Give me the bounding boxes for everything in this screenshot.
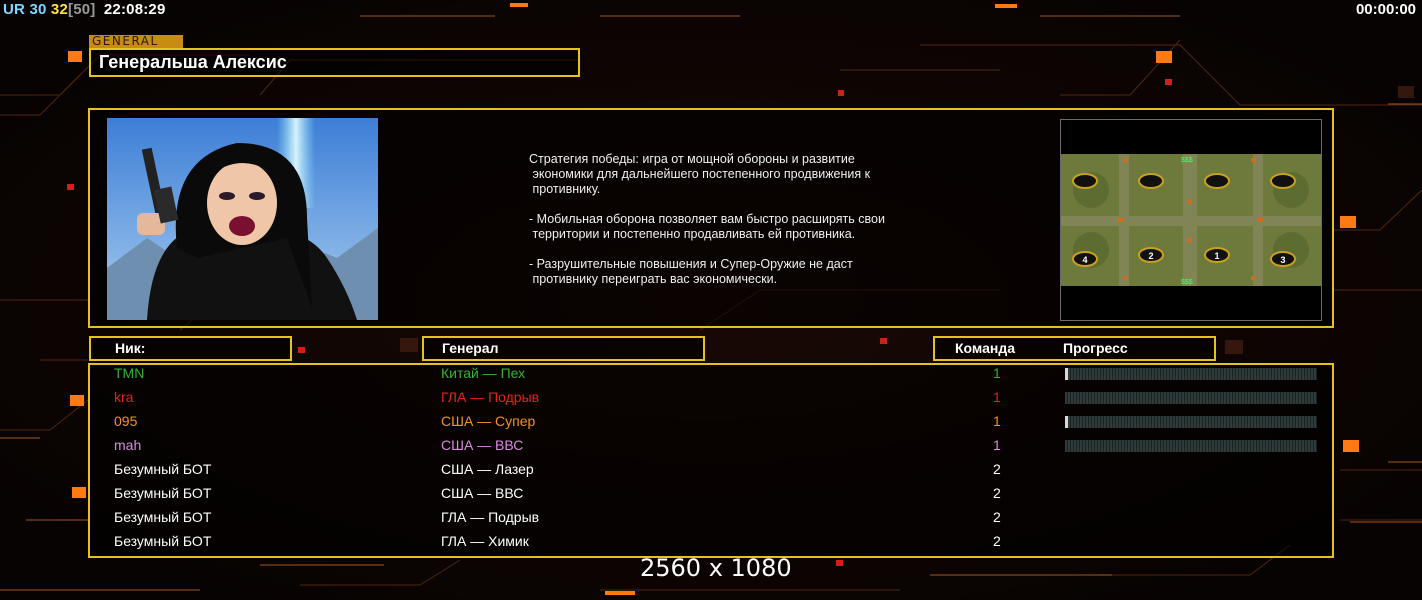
map-start-label: 1 bbox=[1214, 251, 1220, 261]
column-header-general: Генерал bbox=[422, 336, 705, 361]
player-general: США — ВВС bbox=[441, 485, 524, 501]
hud-stats bbox=[3, 1, 166, 18]
player-row bbox=[90, 435, 1330, 459]
description-paragraph: - Разрушительные повышения и Супер-Оружие не даст противнику переиграть вас экономически. bbox=[529, 257, 853, 286]
column-header-nick: Ник: bbox=[89, 336, 292, 361]
player-nick: TMN bbox=[114, 365, 145, 381]
map-start-label: 2 bbox=[1148, 251, 1154, 261]
player-progress-fill bbox=[1065, 416, 1068, 428]
player-progress-fill bbox=[1065, 368, 1068, 380]
general-description bbox=[529, 152, 949, 302]
map-preview bbox=[1060, 119, 1322, 321]
player-nick: 095 bbox=[114, 413, 138, 429]
player-nick: kra bbox=[114, 389, 134, 405]
player-general: США — ВВС bbox=[441, 437, 524, 453]
player-general: США — Супер bbox=[441, 413, 536, 429]
player-row bbox=[90, 483, 1330, 507]
player-progress-bar bbox=[1065, 416, 1317, 428]
ur-label: UR bbox=[3, 1, 26, 18]
player-general: США — Лазер bbox=[441, 461, 534, 477]
general-name: Генеральша Алексис bbox=[89, 48, 580, 77]
player-row bbox=[90, 411, 1330, 435]
player-list bbox=[88, 363, 1334, 558]
map-start-label: 4 bbox=[1082, 255, 1088, 265]
player-progress-bar bbox=[1065, 392, 1317, 404]
player-team: 2 bbox=[993, 485, 1001, 501]
player-progress-bar bbox=[1065, 440, 1317, 452]
player-general: ГЛА — Подрыв bbox=[441, 389, 540, 405]
player-row bbox=[90, 531, 1330, 555]
description-paragraph: - Мобильная оборона позволяет вам быстро расширять свои территории и постепенно продавливать ей противника. bbox=[529, 212, 885, 241]
player-row bbox=[90, 387, 1330, 411]
description-paragraph: Стратегия победы: игра от мощной обороны и развитие экономики для дальнейшего постепенного продвижения к противнику. bbox=[529, 152, 871, 196]
player-row bbox=[90, 363, 1330, 387]
player-progress-bar bbox=[1065, 368, 1317, 380]
player-team: 1 bbox=[993, 365, 1001, 381]
player-team: 2 bbox=[993, 509, 1001, 525]
resolution-label: 2560 x 1080 bbox=[640, 554, 792, 582]
player-team: 1 bbox=[993, 389, 1001, 405]
player-row bbox=[90, 507, 1330, 531]
player-team: 2 bbox=[993, 533, 1001, 549]
general-tag: GENERAL bbox=[89, 35, 183, 48]
count-cap: [50] bbox=[68, 1, 96, 18]
count-a: 30 bbox=[29, 1, 47, 18]
general-portrait bbox=[107, 118, 378, 320]
player-row bbox=[90, 459, 1330, 483]
player-general: ГЛА — Подрыв bbox=[441, 509, 540, 525]
player-nick: Безумный БОТ bbox=[114, 485, 212, 501]
map-money-label: $$$ bbox=[1181, 279, 1193, 286]
player-general: ГЛА — Химик bbox=[441, 533, 529, 549]
player-nick: mah bbox=[114, 437, 142, 453]
player-nick: Безумный БОТ bbox=[114, 533, 212, 549]
player-general: Китай — Пех bbox=[441, 365, 526, 381]
column-header-team-progress bbox=[933, 336, 1216, 361]
player-team: 2 bbox=[993, 461, 1001, 477]
column-header-team: Команда bbox=[955, 340, 1015, 356]
count-b: 32 bbox=[50, 1, 69, 18]
match-timer: 00:00:00 bbox=[1355, 1, 1416, 18]
map-start-label: 3 bbox=[1280, 255, 1286, 265]
map-money-label: $$$ bbox=[1181, 157, 1193, 164]
player-nick: Безумный БОТ bbox=[114, 461, 212, 477]
player-nick: Безумный БОТ bbox=[114, 509, 212, 525]
column-header-progress: Прогресс bbox=[1063, 340, 1128, 356]
player-team: 1 bbox=[993, 437, 1001, 453]
clock: 22:08:29 bbox=[103, 1, 166, 18]
player-team: 1 bbox=[993, 413, 1001, 429]
